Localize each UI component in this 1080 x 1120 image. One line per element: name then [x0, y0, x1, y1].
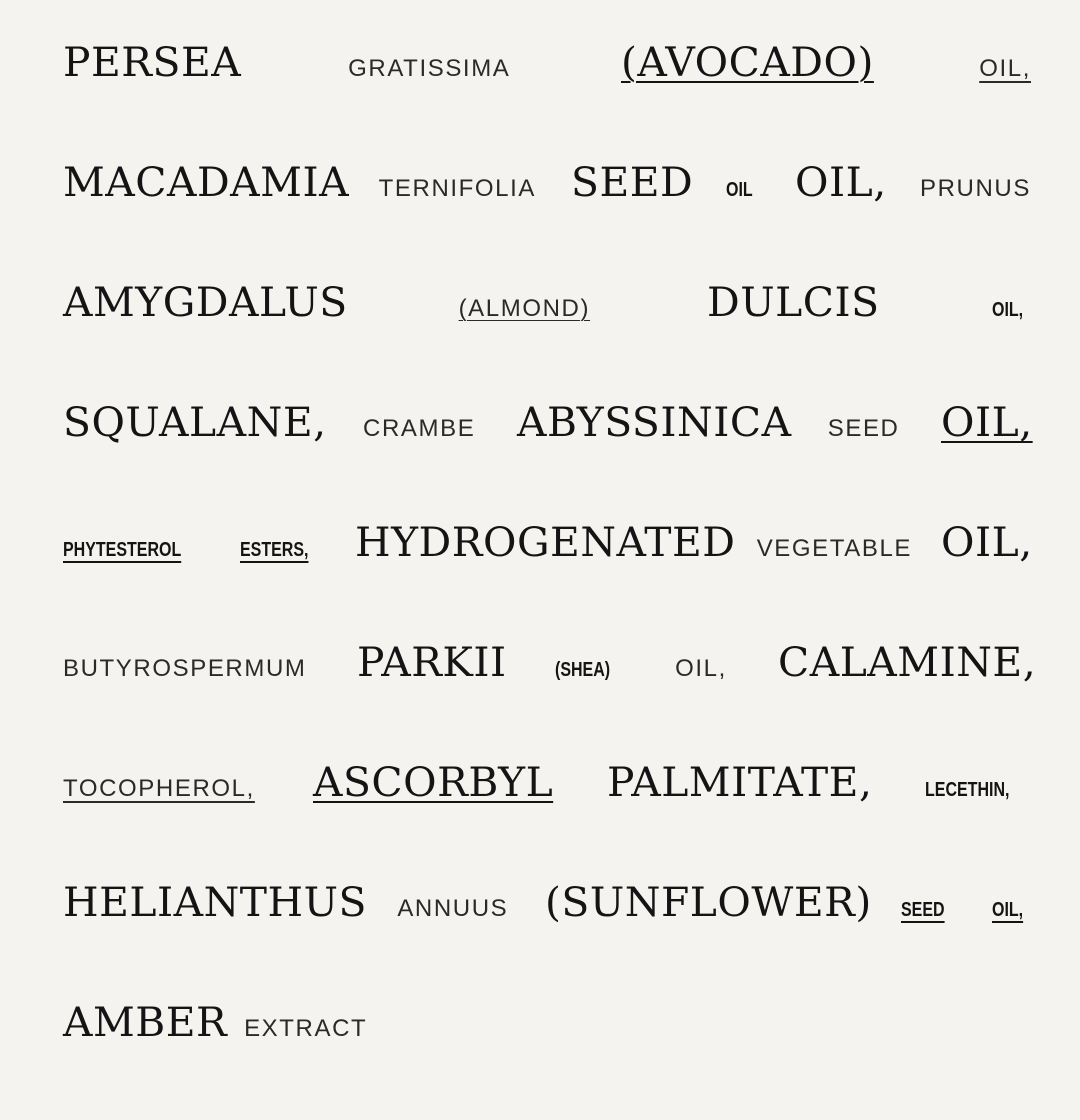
ingredient-line-8: [63, 880, 1031, 1000]
ingredient-word: AMBER: [63, 1000, 228, 1046]
ingredient-line-4: [63, 400, 1031, 520]
ingredient-word: DULCIS: [706, 280, 880, 326]
ingredient-line-2: [63, 160, 1031, 280]
ingredient-word: OIL,: [992, 299, 1024, 321]
ingredient-word: ANNUUS: [397, 895, 509, 922]
ingredient-line-3: [63, 280, 1031, 400]
ingredient-word: CRAMBE: [363, 415, 476, 442]
ingredient-word: OIL,: [794, 160, 887, 206]
ingredient-word: PRUNUS: [919, 175, 1031, 202]
ingredient-word: VEGETABLE: [756, 535, 913, 562]
ingredient-word: OIL,: [941, 520, 1033, 566]
ingredient-word: HYDROGENATED: [354, 520, 736, 566]
ingredient-word: OIL,: [979, 55, 1031, 82]
ingredient-line-5: [63, 520, 1031, 640]
ingredient-word: GRATISSIMA: [348, 55, 511, 82]
ingredient-word: AMYGDALUS: [63, 280, 348, 326]
ingredient-word: (SUNFLOWER): [544, 880, 872, 926]
ingredient-word: OIL,: [941, 400, 1033, 446]
ingredient-word: TERNIFOLIA: [378, 175, 537, 202]
ingredient-line-6: [63, 640, 1037, 760]
ingredient-word: PALMITATE,: [606, 760, 873, 806]
ingredient-word: TOCOPHEROL,: [63, 775, 255, 802]
ingredient-word: SEED: [901, 899, 945, 921]
ingredient-word: CALAMINE,: [777, 640, 1037, 686]
ingredient-line-1: [63, 40, 1031, 160]
ingredient-word: SEED: [827, 415, 900, 442]
ingredient-word: SEED: [571, 160, 694, 206]
ingredient-word: MACADAMIA: [63, 160, 350, 206]
ingredient-word: ESTERS,: [239, 539, 309, 561]
ingredient-word: SQUALANE,: [63, 400, 327, 446]
ingredient-word: HELIANTHUS: [63, 880, 367, 926]
ingredient-word: OIL,: [675, 655, 727, 682]
ingredient-word: PHYTESTEROL: [63, 539, 182, 561]
ingredient-word: OIL: [726, 179, 754, 201]
ingredient-word: PARKII: [357, 640, 508, 686]
ingredient-word: BUTYROSPERMUM: [63, 655, 307, 682]
ingredient-word: ABYSSINICA: [516, 400, 792, 446]
ingredient-word: EXTRACT: [244, 1015, 368, 1042]
ingredient-word: (AVOCADO): [620, 40, 874, 86]
ingredient-word: (ALMOND): [458, 295, 591, 322]
ingredient-line-7: [63, 760, 1031, 880]
ingredient-word: PERSEA: [63, 40, 242, 86]
ingredient-word: LECETHIN,: [925, 779, 1010, 801]
ingredient-line-9: [63, 1000, 1031, 1120]
ingredient-word: OIL,: [992, 899, 1024, 921]
ingredient-word: (SHEA): [555, 659, 611, 681]
ingredient-word: ASCORBYL: [313, 760, 554, 806]
